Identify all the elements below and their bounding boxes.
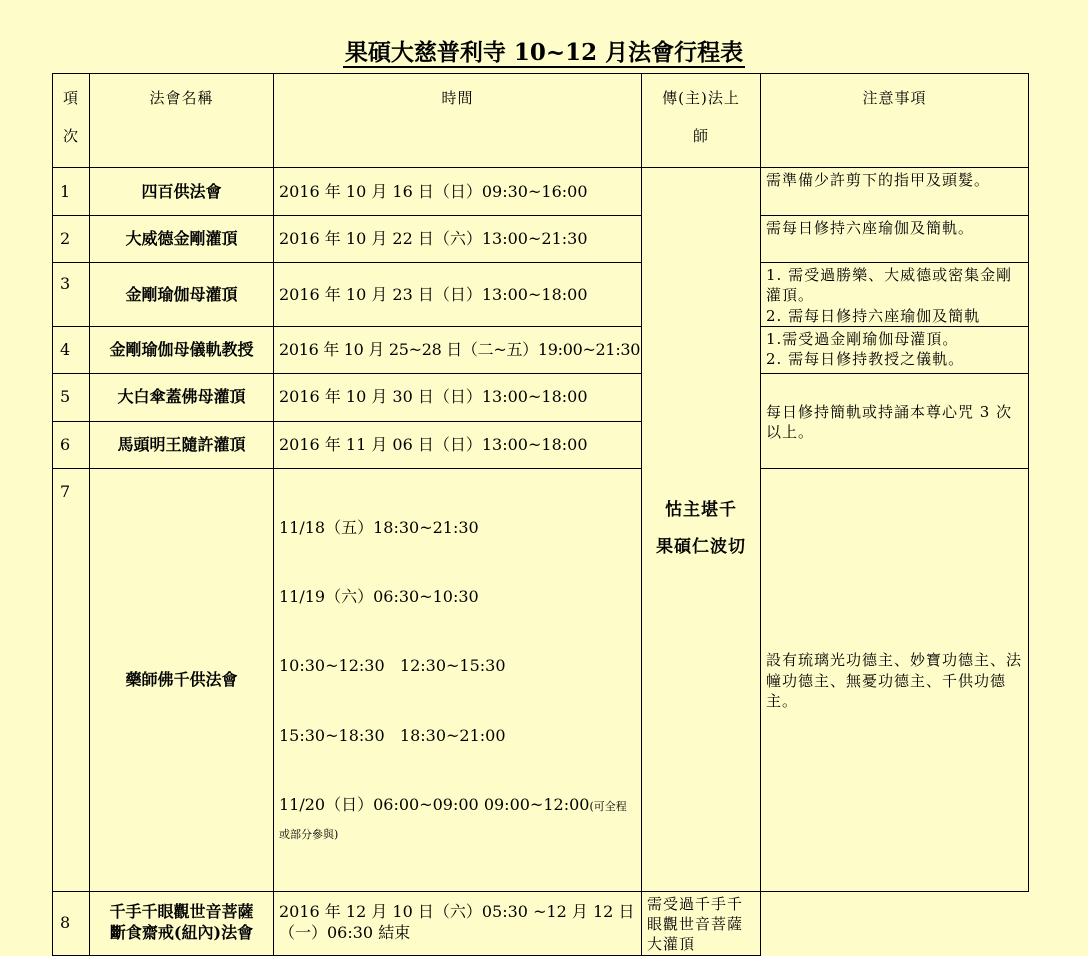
row-number: 2 xyxy=(53,216,90,263)
time-slot: 11/18（五）18:30~21:30 xyxy=(279,517,479,537)
row-number: 8 xyxy=(53,891,90,955)
master-name: 怙主堪千 果碩仁波切 xyxy=(642,168,761,892)
page-title: 果碩大慈普利寺 10~12 月法會行程表 xyxy=(344,39,744,66)
ceremony-note: 需每日修持六座瑜伽及簡軌。 xyxy=(761,216,1029,263)
ceremony-name: 四百供法會 xyxy=(90,168,274,216)
row-number: 6 xyxy=(53,421,90,468)
row-number: 3 xyxy=(53,263,90,327)
ceremony-time: 2016 年 10 月 25~28 日（二~五）19:00~21:30 xyxy=(274,326,642,373)
ceremony-note xyxy=(761,326,1029,373)
note-item: 2. 需每日修持教授之儀軌。 xyxy=(766,350,965,368)
header-row xyxy=(53,74,1029,168)
ceremony-name: 金剛瑜伽母儀軌教授 xyxy=(90,326,274,373)
ceremony-note: 需準備少許剪下的指甲及頭髮。 xyxy=(761,168,1029,216)
ceremony-time-list xyxy=(274,468,642,891)
header-time: 時間 xyxy=(274,74,642,168)
header-item-number: 項 次 xyxy=(53,74,90,168)
table-row xyxy=(53,263,1029,327)
ceremony-time: 2016 年 12 月 10 日（六）05:30 ~12 月 12 日 （一）06:30 結束 xyxy=(274,891,642,955)
table-row xyxy=(53,326,1029,373)
table-row xyxy=(53,373,1029,421)
schedule-table xyxy=(52,73,1029,956)
ceremony-time: 2016 年 10 月 30 日（日）13:00~18:00 xyxy=(274,373,642,421)
time-slot: 15:30~18:30 18:30~21:00 xyxy=(279,725,506,745)
ceremony-name: 千手千眼觀世音菩薩 斷食齋戒(紐內)法會 xyxy=(90,891,274,955)
time-slot: 10:30~12:30 12:30~15:30 xyxy=(279,656,506,676)
ceremony-name: 大白傘蓋佛母灌頂 xyxy=(90,373,274,421)
table-row xyxy=(53,216,1029,263)
note-item: 1.需受過金剛瑜伽母灌頂。 xyxy=(766,329,959,348)
row-number: 5 xyxy=(53,373,90,421)
table-row xyxy=(53,468,1029,891)
table-row xyxy=(53,891,1029,955)
header-notes: 注意事項 xyxy=(761,74,1029,168)
ceremony-note xyxy=(761,263,1029,327)
ceremony-note: 需受過千手千眼觀世音菩薩大灌頂 xyxy=(642,891,761,955)
ceremony-time: 2016 年 10 月 22 日（六）13:00~21:30 xyxy=(274,216,642,263)
ceremony-note-shared: 每日修持簡軌或持誦本尊心咒 3 次以上。 xyxy=(761,373,1029,468)
note-item: 1. 需受過勝樂、大威德或密集金剛灌頂。 xyxy=(766,266,1013,305)
row-number: 1 xyxy=(53,168,90,216)
ceremony-time: 2016 年 10 月 23 日（日）13:00~18:00 xyxy=(274,263,642,327)
ceremony-time: 2016 年 11 月 06 日（日）13:00~18:00 xyxy=(274,421,642,468)
ceremony-note: 設有琉璃光功德主、妙寶功德主、法幢功德主、無憂功德主、千供功德主。 xyxy=(761,468,1029,891)
ceremony-time: 2016 年 10 月 16 日（日）09:30~16:00 xyxy=(274,168,642,216)
ceremony-name: 大威德金剛灌頂 xyxy=(90,216,274,263)
header-name: 法會名稱 xyxy=(90,74,274,168)
ceremony-name: 金剛瑜伽母灌頂 xyxy=(90,263,274,327)
row-number: 4 xyxy=(53,326,90,373)
ceremony-name: 馬頭明王隨許灌頂 xyxy=(90,421,274,468)
time-slot: 11/19（六）06:30~10:30 xyxy=(279,587,479,607)
ceremony-name: 藥師佛千供法會 xyxy=(90,468,274,891)
header-master: 傳(主)法上 師 xyxy=(642,74,761,168)
time-slot-note: (可全程或部分參與) xyxy=(279,799,627,841)
note-item: 2. 需每日修持六座瑜伽及簡軌 xyxy=(766,306,981,325)
table-row xyxy=(53,168,1029,216)
time-slot: 11/20（日）06:00~09:00 09:00~12:00 xyxy=(279,794,590,814)
row-number: 7 xyxy=(53,468,90,891)
